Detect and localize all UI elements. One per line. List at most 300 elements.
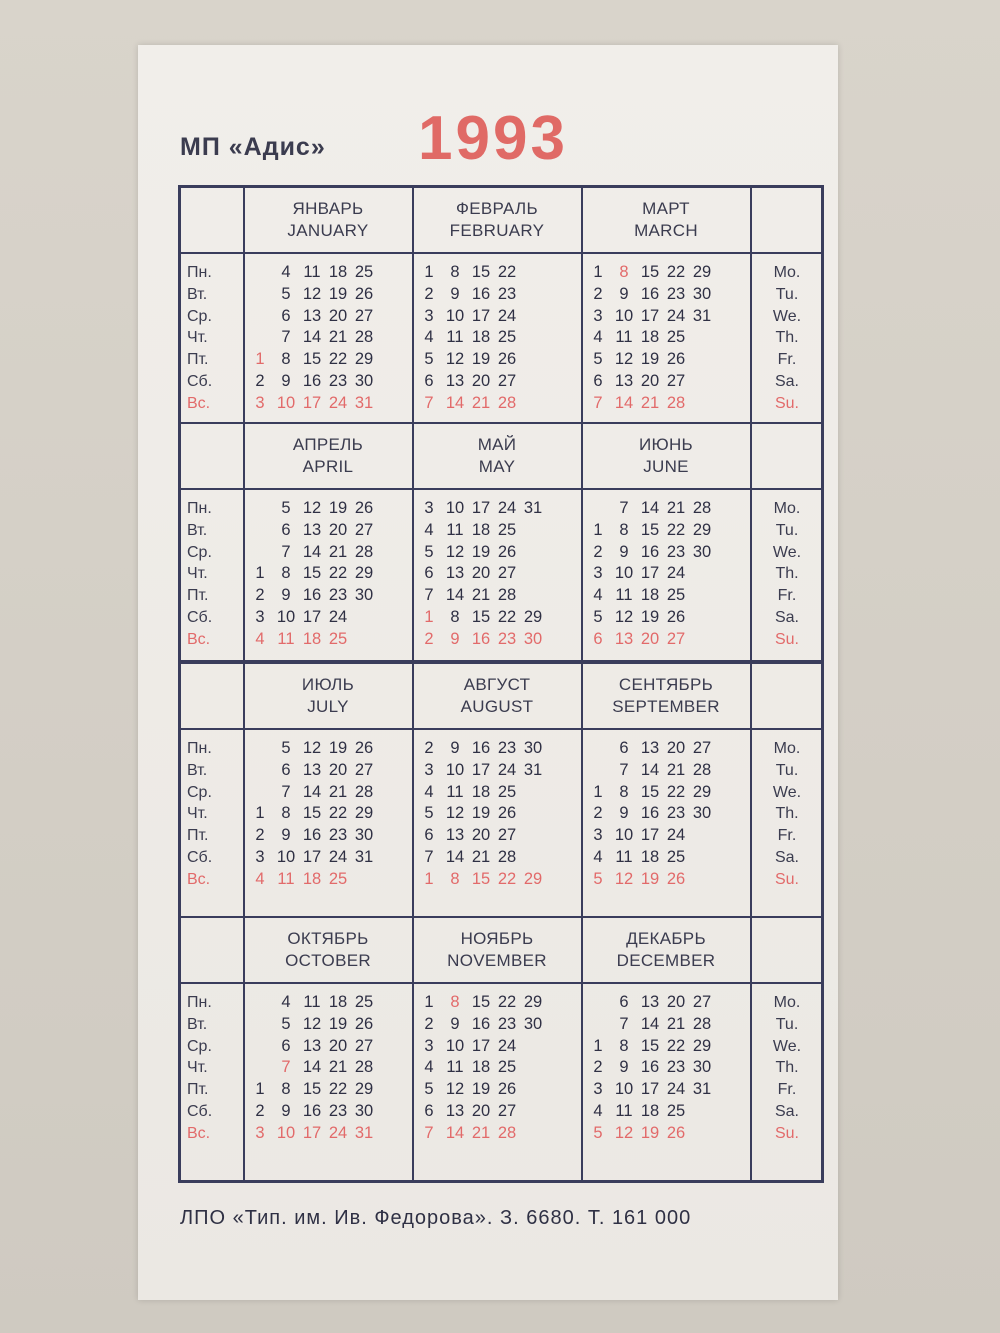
- day-cell: [520, 1123, 546, 1145]
- week-row: [585, 563, 757, 585]
- day-cell: 18: [302, 869, 322, 888]
- day-cell: 10: [614, 826, 634, 845]
- week-row: [416, 371, 588, 393]
- day-cell: 12: [302, 284, 322, 303]
- month-name-ru: ДЕКАБРЬ: [626, 929, 706, 948]
- day-cell: 1: [255, 564, 265, 583]
- quarter-block: [181, 918, 821, 1180]
- day-cell: 22: [328, 804, 348, 823]
- day-cell: [247, 284, 273, 306]
- calendar-year: 1993: [418, 104, 568, 173]
- day-cell: [520, 803, 546, 825]
- week-row: [416, 563, 588, 585]
- month-days: [416, 738, 588, 891]
- day-cell: [689, 327, 715, 349]
- weekday-label: Tu.: [775, 1015, 799, 1033]
- day-cell: 22: [666, 263, 686, 281]
- day-cell: 28: [692, 499, 712, 517]
- week-row: [247, 1079, 419, 1101]
- weekday-label: Ср.: [187, 307, 212, 325]
- day-cell: 11: [446, 1058, 464, 1077]
- day-cell: 26: [666, 350, 686, 369]
- day-cell: 21: [471, 1123, 491, 1142]
- day-cell: 30: [354, 371, 374, 390]
- day-cell: 22: [666, 782, 686, 801]
- day-cell: 7: [424, 847, 434, 866]
- day-cell: 24: [666, 826, 686, 845]
- day-cell: 22: [497, 869, 517, 888]
- weekday-label: Sa.: [774, 848, 799, 866]
- day-cell: 22: [328, 1080, 348, 1099]
- month-name-en: MARCH: [634, 221, 698, 240]
- day-cell: 23: [497, 629, 517, 648]
- day-cell: 8: [450, 993, 460, 1011]
- day-cell: 24: [666, 306, 686, 325]
- weekday-label: Tu.: [775, 285, 799, 303]
- week-row: [416, 825, 588, 847]
- week-row: [247, 349, 419, 371]
- day-cell: 27: [354, 306, 374, 325]
- week-row: [585, 825, 757, 847]
- day-cell: 9: [619, 804, 629, 823]
- day-cell: 8: [281, 564, 291, 583]
- week-row: [416, 520, 588, 542]
- weekday-label: Вт.: [187, 761, 208, 779]
- day-cell: 23: [328, 1101, 348, 1120]
- month-days: [247, 992, 419, 1145]
- day-cell: 6: [593, 371, 603, 390]
- day-cell: 13: [640, 739, 660, 757]
- day-cell: 27: [666, 371, 686, 390]
- day-cell: 30: [354, 826, 374, 845]
- day-cell: 7: [619, 1014, 629, 1033]
- month-header: [412, 434, 582, 478]
- weekday-label: Tu.: [775, 521, 799, 539]
- day-cell: 25: [497, 782, 517, 801]
- day-cell: [689, 869, 715, 891]
- day-cell: 5: [281, 499, 291, 517]
- day-cell: 2: [424, 1014, 434, 1033]
- day-cell: 28: [354, 542, 374, 561]
- week-row: [247, 563, 419, 585]
- month-name-en: DECEMBER: [616, 951, 716, 970]
- week-row: [416, 738, 588, 760]
- week-row: [247, 585, 419, 607]
- month-header: [581, 434, 751, 478]
- weekday-label: Mo.: [773, 500, 801, 517]
- weekday-label: Sa.: [774, 1102, 799, 1120]
- day-cell: 23: [497, 1014, 517, 1033]
- day-cell: 2: [593, 804, 603, 823]
- day-cell: [689, 393, 715, 415]
- day-cell: [689, 825, 715, 847]
- month-name-ru: СЕНТЯБРЬ: [618, 675, 714, 694]
- week-row: [247, 803, 419, 825]
- day-cell: 11: [615, 1101, 633, 1120]
- day-cell: [689, 847, 715, 869]
- month-days: [247, 738, 419, 891]
- weekday-label: Пн.: [187, 994, 212, 1011]
- day-cell: [585, 992, 611, 1014]
- weekday-label: We.: [772, 307, 802, 325]
- day-cell: 24: [497, 499, 517, 517]
- day-cell: 9: [619, 284, 629, 303]
- day-cell: 3: [593, 306, 603, 325]
- week-row: [247, 1123, 419, 1145]
- weekday-label: Чт.: [187, 329, 208, 347]
- month-days: [416, 498, 588, 651]
- day-cell: 26: [666, 1123, 686, 1142]
- week-row: [247, 992, 419, 1014]
- weekday-label: Сб.: [187, 608, 213, 626]
- month-days: [585, 738, 757, 891]
- day-cell: 16: [640, 804, 660, 823]
- day-cell: 26: [354, 284, 374, 303]
- day-cell: 24: [328, 1123, 348, 1142]
- week-row: [585, 262, 757, 284]
- day-cell: 26: [354, 739, 374, 757]
- day-cell: 31: [692, 1080, 712, 1099]
- day-cell: 6: [281, 306, 291, 325]
- day-cell: 12: [302, 739, 322, 757]
- day-cell: 5: [593, 607, 603, 626]
- day-cell: 11: [303, 993, 321, 1011]
- week-row: [585, 542, 757, 564]
- day-cell: 1: [424, 263, 434, 281]
- day-cell: 7: [424, 1123, 434, 1142]
- day-cell: 8: [619, 263, 629, 281]
- calendar-card: [138, 45, 838, 1300]
- week-row: [247, 393, 419, 415]
- weekday-label: Вт.: [187, 1015, 208, 1033]
- day-cell: 3: [424, 499, 434, 517]
- day-cell: 9: [450, 629, 460, 648]
- day-cell: 25: [354, 993, 374, 1011]
- day-cell: 18: [471, 1058, 491, 1077]
- weekday-label: Th.: [775, 1059, 799, 1077]
- day-cell: 10: [445, 760, 465, 779]
- weekday-label: Чт.: [187, 805, 208, 823]
- month-name-en: SEPTEMBER: [612, 697, 720, 716]
- week-row: [585, 760, 757, 782]
- weekday-labels-ru: [187, 738, 241, 891]
- day-cell: 4: [255, 869, 265, 888]
- month-name-en: FEBRUARY: [449, 221, 545, 240]
- day-cell: 4: [255, 629, 265, 648]
- day-cell: 25: [666, 328, 686, 347]
- day-cell: [247, 760, 273, 782]
- day-cell: [520, 542, 546, 564]
- day-cell: 10: [276, 607, 296, 626]
- week-row: [416, 585, 588, 607]
- week-row: [585, 284, 757, 306]
- day-cell: 3: [255, 847, 265, 866]
- day-cell: 13: [302, 306, 322, 325]
- day-cell: 21: [328, 328, 348, 347]
- weekday-label: Вс.: [187, 870, 211, 888]
- day-cell: 15: [640, 520, 660, 539]
- day-cell: 27: [354, 760, 374, 779]
- day-cell: 29: [354, 804, 374, 823]
- day-cell: [520, 327, 546, 349]
- day-cell: 11: [446, 328, 464, 347]
- month-name-en: MAY: [478, 457, 516, 476]
- day-cell: 23: [666, 1058, 686, 1077]
- month-name-ru: МАРТ: [642, 199, 690, 218]
- day-cell: 6: [619, 993, 629, 1011]
- week-row: [416, 847, 588, 869]
- day-cell: 2: [255, 826, 265, 845]
- weekday-label: Su.: [774, 1124, 799, 1142]
- weekday-label: Fr.: [777, 827, 797, 845]
- day-cell: 16: [471, 629, 491, 648]
- day-cell: 29: [692, 1036, 712, 1055]
- month-days: [247, 262, 419, 415]
- weekday-label: Вс.: [187, 1124, 211, 1142]
- day-cell: 9: [450, 739, 460, 757]
- day-cell: 12: [445, 542, 465, 561]
- day-cell: 20: [328, 520, 348, 539]
- month-header: [243, 434, 413, 478]
- day-cell: 2: [255, 371, 265, 390]
- day-cell: 25: [497, 520, 517, 539]
- day-cell: 14: [640, 499, 660, 517]
- day-cell: 21: [328, 1058, 348, 1077]
- weekday-label: Th.: [775, 805, 799, 823]
- day-cell: 2: [255, 586, 265, 605]
- day-cell: 22: [328, 350, 348, 369]
- day-cell: 23: [328, 826, 348, 845]
- day-cell: [351, 629, 377, 651]
- day-cell: [689, 607, 715, 629]
- week-row: [585, 1101, 757, 1123]
- week-row: [247, 629, 419, 651]
- week-row: [247, 869, 419, 891]
- day-cell: 11: [277, 869, 295, 888]
- week-row: [416, 782, 588, 804]
- day-cell: 14: [302, 328, 322, 347]
- day-cell: 10: [614, 564, 634, 583]
- week-row: [247, 498, 419, 520]
- weekday-labels-en: [757, 992, 817, 1145]
- day-cell: 23: [497, 739, 517, 757]
- month-name-ru: ЯНВАРЬ: [292, 199, 364, 218]
- day-cell: 16: [640, 1058, 660, 1077]
- day-cell: 10: [445, 1036, 465, 1055]
- day-cell: 1: [255, 804, 265, 823]
- day-cell: 20: [666, 739, 686, 757]
- day-cell: 6: [281, 760, 291, 779]
- weekday-label: Sa.: [774, 372, 799, 390]
- week-row: [247, 1101, 419, 1123]
- weekday-label: We.: [772, 783, 802, 801]
- weekday-label: Вт.: [187, 285, 208, 303]
- day-cell: 1: [593, 263, 603, 281]
- day-cell: 27: [692, 993, 712, 1011]
- day-cell: 5: [424, 1080, 434, 1099]
- weekday-label: Fr.: [777, 1081, 797, 1099]
- day-cell: 11: [446, 520, 464, 539]
- day-cell: 10: [276, 1123, 296, 1142]
- week-row: [247, 1057, 419, 1079]
- day-cell: 17: [471, 760, 491, 779]
- day-cell: 25: [666, 847, 686, 866]
- day-cell: 11: [303, 263, 321, 281]
- day-cell: 26: [497, 350, 517, 369]
- day-cell: 9: [281, 826, 291, 845]
- day-cell: 1: [424, 869, 434, 888]
- day-cell: 14: [445, 847, 465, 866]
- day-cell: 28: [692, 1014, 712, 1033]
- day-cell: [689, 629, 715, 651]
- day-cell: 21: [666, 499, 686, 517]
- day-cell: 5: [593, 869, 603, 888]
- day-cell: 1: [593, 782, 603, 801]
- week-row: [585, 306, 757, 328]
- day-cell: 18: [471, 520, 491, 539]
- month-name-ru: ИЮНЬ: [638, 435, 694, 454]
- day-cell: [247, 542, 273, 564]
- quarter-block: [181, 188, 821, 424]
- day-cell: 1: [424, 607, 434, 626]
- week-row: [585, 498, 757, 520]
- day-cell: 21: [471, 847, 491, 866]
- month-header: [581, 198, 751, 242]
- day-cell: 24: [328, 607, 348, 626]
- day-cell: 19: [471, 1080, 491, 1099]
- weekday-label: Sa.: [774, 608, 799, 626]
- day-cell: 10: [445, 306, 465, 325]
- weekday-label: Su.: [774, 870, 799, 888]
- weekday-label: Ср.: [187, 1037, 212, 1055]
- week-row: [585, 847, 757, 869]
- day-cell: 8: [450, 869, 460, 888]
- day-cell: [520, 520, 546, 542]
- day-cell: 17: [640, 826, 660, 845]
- month-name-en: OCTOBER: [285, 951, 371, 970]
- month-days: [416, 992, 588, 1145]
- day-cell: 29: [354, 350, 374, 369]
- day-cell: 15: [471, 607, 491, 626]
- day-cell: 16: [640, 284, 660, 303]
- day-cell: 3: [593, 564, 603, 583]
- month-name-en: JUNE: [643, 457, 689, 476]
- weekday-label: Su.: [774, 630, 799, 648]
- day-cell: 3: [255, 1123, 265, 1142]
- weekday-label: Mo.: [773, 264, 801, 281]
- day-cell: [689, 1101, 715, 1123]
- day-cell: 18: [328, 993, 348, 1011]
- day-cell: 27: [354, 1036, 374, 1055]
- day-cell: [520, 306, 546, 328]
- day-cell: 6: [619, 739, 629, 757]
- day-cell: 17: [302, 847, 322, 866]
- day-cell: 14: [302, 782, 322, 801]
- weekday-label: Пт.: [187, 1081, 209, 1099]
- day-cell: 26: [666, 869, 686, 888]
- day-cell: 27: [497, 1101, 517, 1120]
- day-cell: 1: [593, 520, 603, 539]
- week-row: [416, 1123, 588, 1145]
- day-cell: 19: [640, 869, 660, 888]
- day-cell: 20: [328, 760, 348, 779]
- day-cell: [689, 563, 715, 585]
- day-cell: 14: [302, 542, 322, 561]
- day-cell: 10: [276, 393, 296, 412]
- day-cell: 27: [666, 629, 686, 648]
- day-cell: 5: [281, 739, 291, 757]
- day-cell: 16: [640, 542, 660, 561]
- publisher-name: МП «Адис»: [180, 133, 326, 161]
- day-cell: 18: [471, 782, 491, 801]
- printer-imprint: ЛПО «Тип. им. Ив. Федорова». З. 6680. Т. 161 000: [180, 1207, 692, 1229]
- day-cell: 28: [354, 1058, 374, 1077]
- weekday-label: Ср.: [187, 783, 212, 801]
- day-cell: 29: [692, 782, 712, 801]
- day-cell: 11: [277, 629, 295, 648]
- day-cell: 19: [328, 284, 348, 303]
- day-cell: 7: [593, 393, 603, 412]
- day-cell: 29: [523, 607, 543, 626]
- day-cell: 16: [471, 284, 491, 303]
- day-cell: [520, 585, 546, 607]
- week-row: [416, 1079, 588, 1101]
- day-cell: 9: [281, 586, 291, 605]
- day-cell: 25: [354, 263, 374, 281]
- day-cell: 25: [328, 869, 348, 888]
- day-cell: [247, 1057, 273, 1079]
- day-cell: 15: [302, 350, 322, 369]
- day-cell: 24: [497, 1036, 517, 1055]
- day-cell: 29: [523, 993, 543, 1011]
- day-cell: 20: [471, 564, 491, 583]
- day-cell: 14: [445, 393, 465, 412]
- day-cell: 21: [471, 586, 491, 605]
- day-cell: 6: [424, 371, 434, 390]
- weekday-label: Fr.: [777, 587, 797, 605]
- weekday-label: Пн.: [187, 740, 212, 757]
- day-cell: [351, 607, 377, 629]
- weekday-label: Th.: [775, 565, 799, 583]
- weekday-label: Mo.: [773, 994, 801, 1011]
- day-cell: 28: [666, 393, 686, 412]
- day-cell: 5: [424, 542, 434, 561]
- day-cell: 31: [523, 760, 543, 779]
- day-cell: 31: [354, 847, 374, 866]
- day-cell: 6: [424, 826, 434, 845]
- day-cell: 14: [640, 1014, 660, 1033]
- day-cell: 21: [640, 393, 660, 412]
- week-row: [247, 1014, 419, 1036]
- month-days: [247, 498, 419, 651]
- day-cell: [520, 284, 546, 306]
- day-cell: 18: [640, 586, 660, 605]
- day-cell: 3: [424, 1036, 434, 1055]
- day-cell: 27: [497, 564, 517, 583]
- day-cell: 20: [471, 371, 491, 390]
- day-cell: 26: [497, 542, 517, 561]
- day-cell: 1: [255, 350, 265, 369]
- day-cell: 17: [640, 306, 660, 325]
- month-name-ru: ИЮЛЬ: [301, 675, 355, 694]
- month-days: [585, 498, 757, 651]
- month-name-en: APRIL: [302, 457, 354, 476]
- day-cell: [689, 371, 715, 393]
- week-row: [247, 542, 419, 564]
- weekday-labels-ru: [187, 262, 241, 415]
- month-name-ru: НОЯБРЬ: [460, 929, 534, 948]
- day-cell: 22: [497, 263, 517, 281]
